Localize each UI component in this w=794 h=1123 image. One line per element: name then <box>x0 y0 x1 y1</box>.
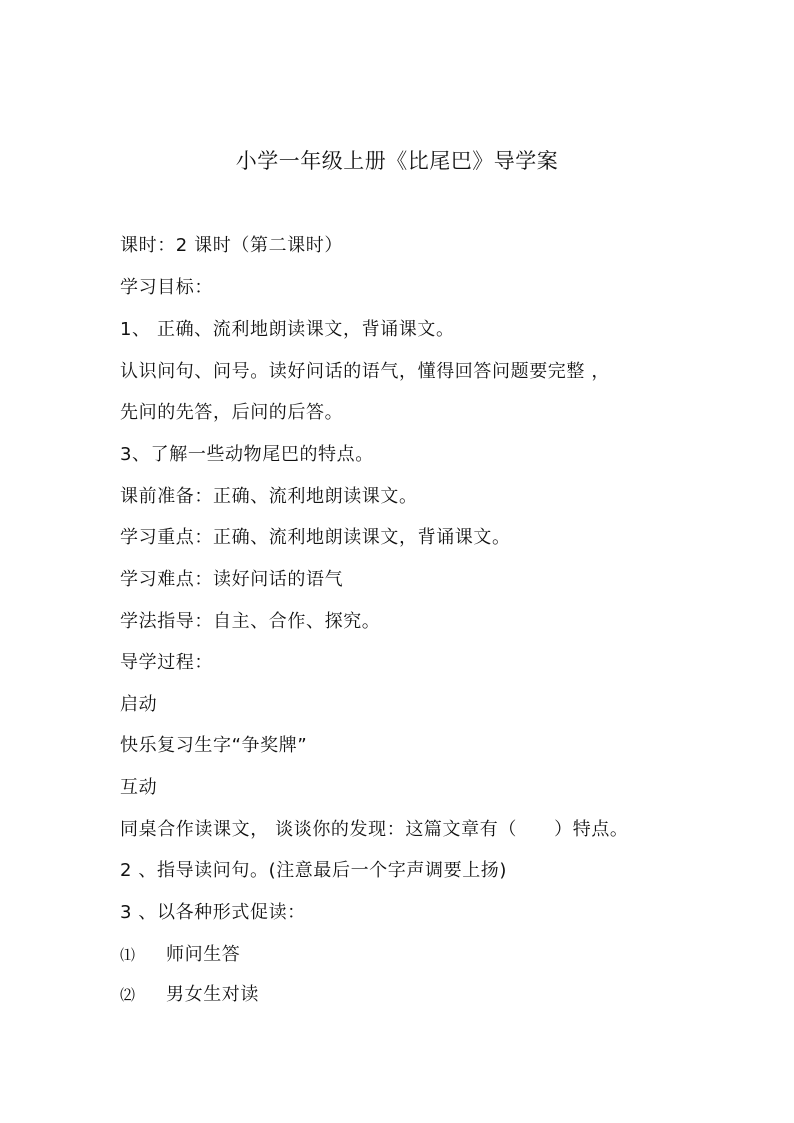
interact-step-2: 2 、指导读问句。(注意最后一个字声调要上扬) <box>120 860 508 881</box>
interact-step-1: 同桌合作读课文， 谈谈你的发现：这篇文章有（ ）特点。 <box>120 819 629 840</box>
numbered-item <box>120 940 240 966</box>
section-start: 启动 <box>120 694 158 715</box>
numbered-item-text: 师问生答 <box>166 944 241 965</box>
review-activity: 快乐复习生字“争奖牌” <box>120 735 308 756</box>
interact-step-3: 3 、以各种形式促读： <box>120 902 306 923</box>
key-points: 学习重点：正确、流利地朗读课文，背诵课文。 <box>120 527 511 548</box>
goal-3: 3、了解一些动物尾巴的特点。 <box>120 444 374 465</box>
learning-goals-heading: 学习目标： <box>120 277 213 298</box>
lesson-hours: 课时：2 课时（第二课时） <box>120 235 343 256</box>
goal-2-line-1: 认识问句、问号。读好问话的语气，懂得回答问题要完整 ， <box>120 361 610 382</box>
document-title: 小学一年级上册《比尾巴》导学案 <box>235 149 559 173</box>
numbered-item-marker: ⑴ <box>120 946 136 964</box>
difficulties: 学习难点：读好问话的语气 <box>120 569 344 590</box>
goal-2-line-2: 先问的先答，后问的后答。 <box>120 402 344 423</box>
process-heading: 导学过程： <box>120 652 213 673</box>
goal-1: 1、 正确、流利地朗读课文，背诵课文。 <box>120 319 455 340</box>
numbered-item <box>120 980 259 1006</box>
numbered-item-text: 男女生对读 <box>166 984 259 1005</box>
learning-method: 学法指导：自主、合作、探究。 <box>120 611 381 632</box>
section-interact: 互动 <box>120 777 158 798</box>
numbered-item-marker: ⑵ <box>120 986 136 1004</box>
preparation: 课前准备：正确、流利地朗读课文。 <box>120 486 418 507</box>
